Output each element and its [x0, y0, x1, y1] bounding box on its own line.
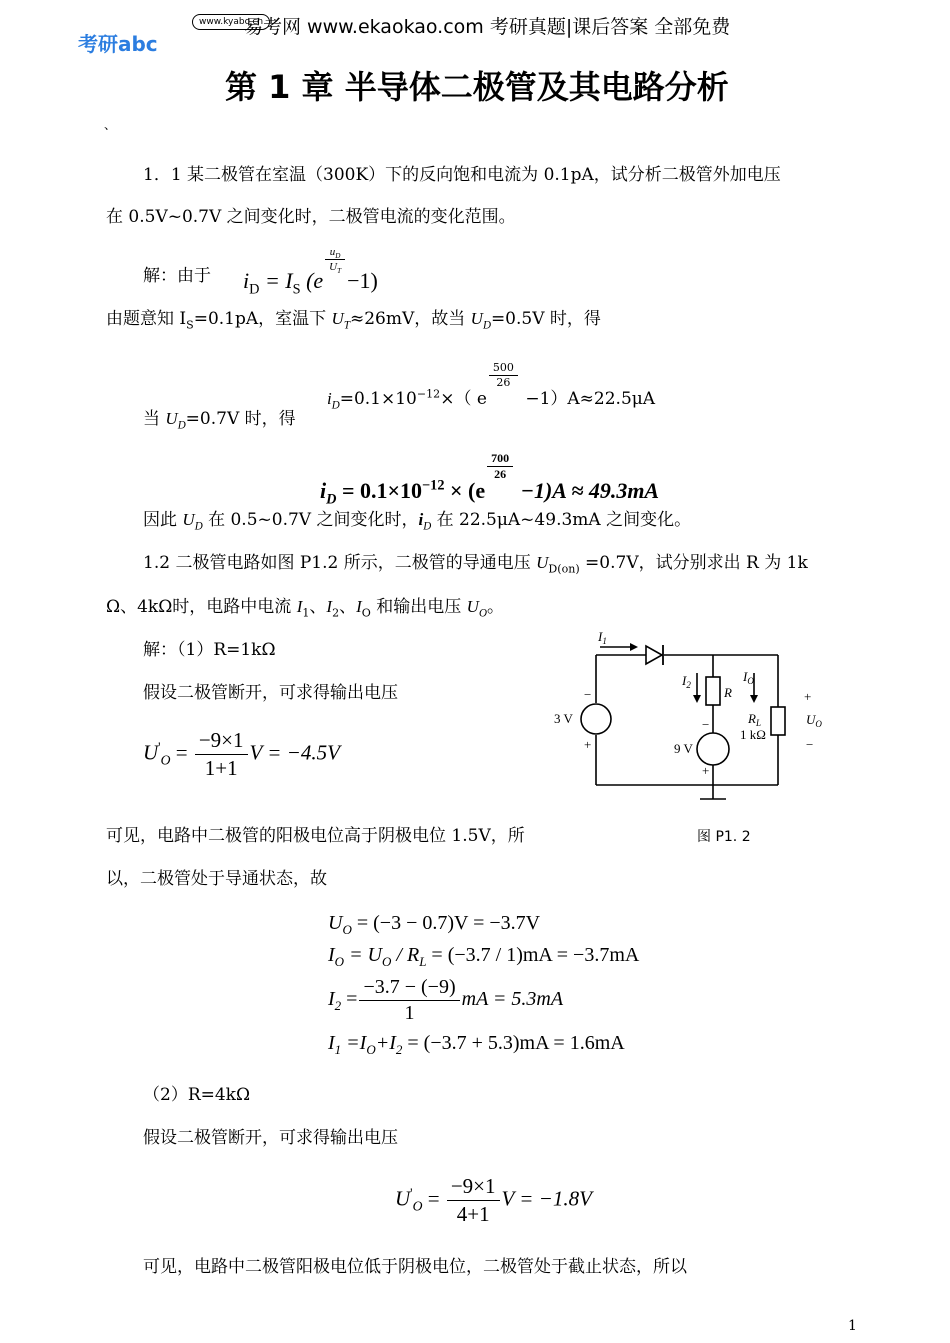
label-src1: 3 V: [554, 711, 573, 726]
q2-line2-b: 和输出电压: [370, 597, 467, 617]
q2-line2-c: 。: [486, 597, 504, 617]
r1-a: U: [328, 912, 343, 934]
r4-csub: 2: [395, 1042, 403, 1057]
q2-assume2: 假设二极管断开，可求得输出电压: [143, 1128, 398, 1148]
q2-uo-sub: O: [478, 607, 487, 620]
logo-text: 考研abc: [78, 32, 158, 56]
concl-b: 在 0.5~0.7V 之间变化时，: [202, 510, 419, 530]
given-c: ≈26mV，故当: [349, 309, 471, 329]
q2-result-i2: [328, 976, 563, 1025]
uo1-tail: V = −4.5V: [249, 740, 340, 765]
eq3-c: −1)A ≈ 49.3mA: [515, 478, 660, 503]
when-ud-sub: D: [177, 419, 186, 432]
q1-given: [106, 308, 601, 330]
eq2-a: =0.1×10: [339, 389, 417, 409]
r4-b: =I: [341, 1032, 367, 1054]
given-d: =0.5V 时，得: [490, 309, 601, 329]
uo2-num: −9×1: [447, 1174, 500, 1201]
label-src2: 9 V: [674, 741, 693, 756]
eq2-lhs-sub: D: [331, 399, 340, 412]
uo2-fraction: [447, 1174, 500, 1227]
eq1-exp-den: U: [329, 261, 338, 273]
q1-equation-diode: [243, 246, 378, 298]
r3-sub: 2: [334, 998, 342, 1014]
uo-plus: +: [804, 689, 812, 704]
given-b: =0.1pA，室温下: [193, 309, 332, 329]
uo1-prime: ': [158, 739, 161, 755]
given-a: 由题意知 I: [106, 309, 187, 329]
eq1-open: (e: [306, 268, 324, 293]
eq3-exp: 700: [487, 452, 513, 467]
q2-visible2: 以，二极管处于导通状态，故: [106, 869, 327, 889]
concl-a: 因此: [143, 510, 183, 530]
eq1-exp-num: u: [329, 246, 336, 258]
q2-i2: I: [326, 597, 333, 616]
r3-a: I: [328, 988, 335, 1011]
q2-i2-sub: 2: [332, 606, 340, 620]
uo1-num: −9×1: [195, 728, 248, 755]
diode-icon: [646, 646, 662, 664]
q2-sep2: 、: [339, 597, 357, 617]
src2-plus: +: [702, 763, 710, 778]
uo1-lhs: U: [143, 740, 159, 765]
header-banner: 易考网 www.ekaokao.com 考研真题|课后答案 全部免费: [244, 16, 731, 38]
uo2-den: 4+1: [456, 1202, 490, 1226]
header-logo: [78, 28, 158, 57]
eq3-exponent: [487, 452, 513, 481]
q2-uo2-equation: $U'_O$ = $\frac{-9\times 1}{4+1}$ V = −1.8V: [395, 1174, 592, 1226]
r4-a: I: [328, 1032, 335, 1054]
eq3-b: × (e: [444, 478, 486, 503]
given-sub: S: [186, 318, 194, 332]
page-title: 第 1 章 半导体二极管及其电路分析: [225, 68, 729, 106]
q2-visible3: 可见，电路中二极管阳极电位低于阴极电位，二极管处于截止状态，所以: [143, 1257, 687, 1277]
eq2-pow: −12: [416, 387, 441, 401]
given-ud-sub: D: [482, 319, 491, 332]
eq1-mid-sub: S: [292, 281, 301, 298]
q2-line2-a: Ω、4kΩ时，电路中电流: [106, 597, 297, 617]
q2-line1-u: U: [536, 553, 549, 572]
when-b: =0.7V 时，得: [185, 409, 296, 429]
q2-result-i1: [328, 1032, 625, 1055]
r2-d: = (−3.7 / 1)mA = −3.7mA: [426, 944, 640, 966]
r4-d: = (−3.7 + 5.3)mA = 1.6mA: [402, 1032, 625, 1054]
q2-sep1: 、: [309, 597, 327, 617]
page-number: 1: [848, 1318, 857, 1334]
r4-sub: 1: [334, 1042, 342, 1057]
q1-equation-07v: [320, 451, 660, 508]
eq3-pow: −12: [422, 477, 445, 494]
r3-den: 1: [404, 1002, 415, 1024]
eq2-exponent: [489, 362, 518, 389]
q2-line2: [106, 596, 504, 618]
q2-i1: I: [296, 597, 303, 616]
q2-i1-sub: 1: [302, 606, 310, 620]
q2-part1-label: 解：（1）R=1kΩ: [143, 640, 276, 660]
when-ud: U: [165, 409, 178, 428]
label-r: R: [724, 685, 732, 700]
eq1-mid: = I: [264, 268, 293, 293]
r1-sub: O: [342, 922, 352, 937]
eq2-exp: 500: [489, 362, 518, 376]
r1-b: = (−3 − 0.7)V = −3.7V: [351, 912, 541, 934]
r3-num: −3.7 − (−9): [359, 976, 459, 1001]
given-ut: U: [331, 309, 344, 328]
concl-ud: U: [182, 510, 195, 529]
q1-equation-05v: [327, 362, 655, 410]
r2-a: I: [328, 944, 335, 966]
label-io: $I_O$: [743, 669, 754, 686]
q1-when-07v: [143, 408, 296, 430]
r2-c: / R: [391, 944, 420, 966]
r2-bsub: O: [382, 954, 392, 969]
eq3-exp-den: 26: [494, 467, 507, 481]
q2-result-io: [328, 944, 639, 967]
eq1-exp-num-sub: D: [335, 252, 341, 261]
uo1-den: 1+1: [204, 756, 238, 780]
q1-conclusion: [143, 509, 691, 531]
given-ud: U: [470, 309, 483, 328]
q2-line1: [143, 552, 808, 574]
q2-assume1: 假设二极管断开，可求得输出电压: [143, 683, 398, 703]
r2-csub: L: [419, 954, 427, 969]
eq1-tail: −1): [347, 268, 378, 293]
uo1-fraction: [195, 728, 248, 781]
figure-caption: 图 P1. 2: [697, 829, 751, 845]
label-rl-value: 1 kΩ: [740, 727, 766, 742]
q2-io-sub: O: [361, 606, 371, 620]
q2-part2-label: （2）R=4kΩ: [143, 1085, 251, 1105]
r3-fraction: [359, 976, 459, 1025]
q1-line2: 在 0.5V~0.7V 之间变化时，二极管电流的变化范围。: [106, 207, 516, 227]
q1-solution-label: 解：由于: [143, 266, 211, 286]
q2-uo1-equation: $U'_O$ = $\frac{-9\times 1}{1+1}$ V = −4.5V: [143, 728, 340, 780]
r4-bsub: O: [366, 1042, 376, 1057]
label-uo: $U_O$: [806, 712, 822, 729]
uo-minus: −: [806, 737, 814, 752]
eq3-lhs-sub: D: [326, 491, 337, 508]
stray-mark: 、: [104, 118, 117, 132]
uo2-lhs: U: [395, 1186, 411, 1211]
q2-line1-usub: D(on): [548, 562, 580, 576]
uo2-sub: O: [412, 1198, 423, 1214]
r3-b: mA = 5.3mA: [461, 988, 564, 1011]
eq2-b: ×（ e: [440, 389, 487, 409]
circuit-figure: [540, 625, 840, 850]
concl-ud-sub: D: [194, 520, 203, 533]
src2-minus: −: [702, 717, 710, 732]
eq3-lhs: i: [320, 478, 327, 503]
label-i1: $I_1$: [598, 629, 607, 646]
eq3-a: = 0.1×10: [336, 478, 423, 503]
label-rl: $R_L$: [748, 711, 761, 728]
uo2-prime: ': [410, 1185, 413, 1201]
uo1-sub: O: [160, 752, 171, 768]
q2-visible1: 可见，电路中二极管的阳极电位高于阴极电位 1.5V，所: [106, 826, 525, 846]
eq1-exp-den-sub: T: [337, 267, 342, 276]
label-i2: $I_2$: [682, 673, 691, 690]
when-a: 当: [143, 409, 166, 429]
concl-c: 在 22.5μA~49.3mA 之间变化。: [431, 510, 692, 530]
src1-minus: −: [584, 687, 592, 702]
stamp-text: www.kyabc.cn: [199, 17, 264, 27]
eq2-exp-den: 26: [496, 376, 511, 389]
q2-io: I: [356, 597, 362, 616]
eq2-c: −1）A≈22.5μA: [519, 389, 656, 409]
q1-line1: 1．1 某二极管在室温（300K）下的反向饱和电流为 0.1pA，试分析二极管外加电压: [143, 165, 781, 185]
eq1-lhs-sub: D: [249, 281, 260, 298]
r4-c: +I: [375, 1032, 396, 1054]
r2-b: = U: [344, 944, 383, 966]
src1-plus: +: [584, 737, 592, 752]
uo2-tail: V = −1.8V: [501, 1186, 592, 1211]
concl-id: i: [418, 510, 424, 529]
eq1-exponent: [325, 246, 345, 276]
eq2-lhs: i: [327, 389, 332, 408]
r2-sub: O: [334, 954, 345, 969]
q2-uo: U: [466, 597, 479, 616]
given-ut-sub: T: [343, 319, 350, 332]
concl-id-sub: D: [423, 520, 432, 533]
q2-result-uo: [328, 912, 540, 935]
eq1-lhs: i: [243, 268, 250, 293]
q2-line1-a: 1.2 二极管电路如图 P1.2 所示，二极管的导通电压: [143, 553, 537, 573]
r3-eq: =: [341, 988, 358, 1011]
q2-line1-b: =0.7V，试分别求出 R 为 1k: [579, 553, 808, 573]
